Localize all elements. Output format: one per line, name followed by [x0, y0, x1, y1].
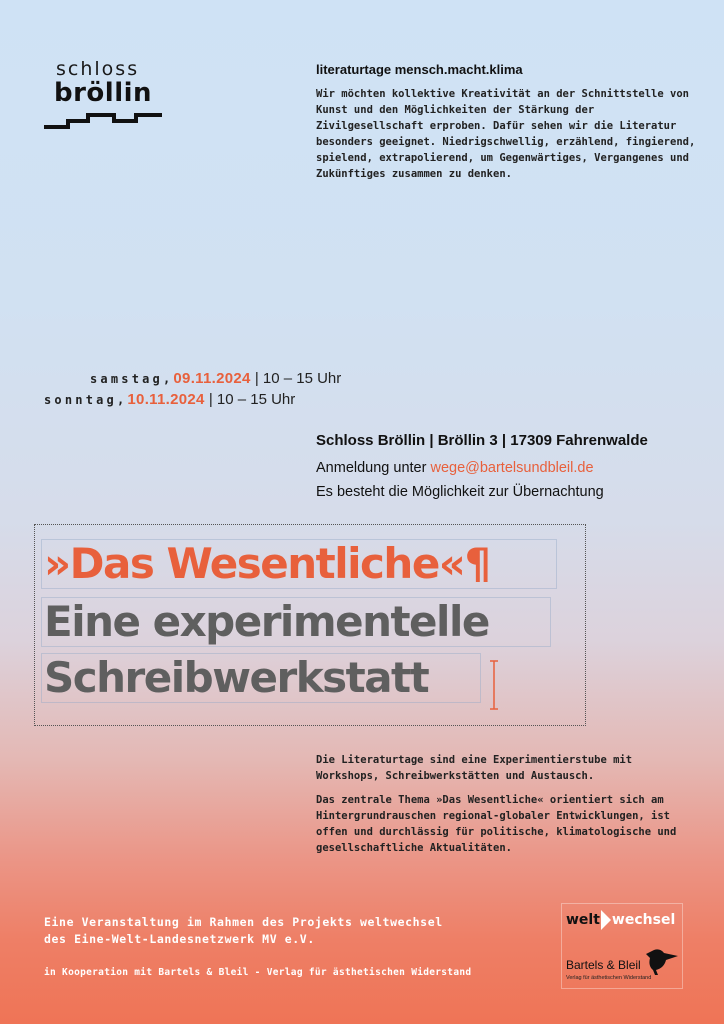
description-paragraph-2: Das zentrale Thema »Das Wesentliche« orientiert sich am Hintergrundrauschen regional-globaler Entwicklungen, ist offen und durchlässig für politische, klimatologische und gesellschaftliche Aktualitäten.: [316, 794, 677, 854]
logo-line-1: schloss: [56, 58, 140, 80]
weltwechsel-part-2: wechsel: [611, 912, 676, 928]
headline-subtitle-2: Schreibwerkstatt: [44, 653, 429, 702]
schloss-broellin-logo: [44, 58, 169, 130]
footer-line-1: Eine Veranstaltung im Rahmen des Projekts weltwechsel: [44, 915, 443, 929]
publisher-logo-subtitle: Verlag für ästhetischen Widerstand: [566, 975, 652, 981]
date-value: 10.11.2024: [127, 391, 205, 408]
footer-cooperation: in Kooperation mit Bartels & Bleil - Verlag für ästhetischen Widerstand: [44, 967, 472, 978]
overnight-note: Es besteht die Möglichkeit zur Übernachtung: [316, 484, 604, 500]
date-time: | 10 – 15 Uhr: [204, 391, 296, 408]
date-day: sonntag,: [44, 393, 128, 407]
date-day: samstag,: [90, 372, 174, 386]
date-value: 09.11.2024: [173, 370, 251, 387]
registration-email-link[interactable]: wege@bartelsundbleil.de: [430, 460, 594, 476]
footer-project-info: [44, 914, 564, 948]
arrow-icon: [601, 910, 611, 930]
footer-line-2: des Eine-Welt-Landesnetzwerk MV e.V.: [44, 932, 315, 946]
date-time: | 10 – 15 Uhr: [250, 370, 342, 387]
headline-title: »Das Wesentliche«¶: [44, 539, 490, 588]
date-sunday: [44, 391, 295, 408]
text-cursor-icon: [489, 660, 499, 710]
registration-line: [316, 460, 594, 476]
location-address: Schloss Bröllin | Bröllin 3 | 17309 Fahrenwalde: [316, 432, 648, 449]
weltwechsel-part-1: welt: [566, 912, 600, 928]
date-saturday: [90, 370, 341, 387]
description-paragraph-1: Die Literaturtage sind eine Experimentierstube mit Workshops, Schreibwerkstätten und Austausch.: [316, 754, 633, 782]
intro-text: Wir möchten kollektive Kreativität an der Schnittstelle von Kunst und den Möglichkeiten der Stärkung der Zivilgesellschaft erproben. Dafür sehen wir die Literatur besonders geeignet. Niedrigschwellig, erzählend, fingierend, spielend, extrapolierend, um Gegenwärtiges, Vergangenes und Zukünftiges zusammen zu denken.: [316, 88, 696, 180]
bird-icon: [644, 946, 680, 976]
publisher-logo-name: Bartels & Bleil: [566, 958, 641, 972]
headline-subtitle-1: Eine experimentelle: [44, 597, 489, 646]
weltwechsel-logo: [566, 910, 675, 932]
stairs-icon: [44, 108, 166, 130]
logo-line-2: bröllin: [54, 78, 153, 108]
intro-title: literaturtage mensch.macht.klima: [316, 62, 523, 77]
registration-prefix: Anmeldung unter: [316, 460, 431, 476]
